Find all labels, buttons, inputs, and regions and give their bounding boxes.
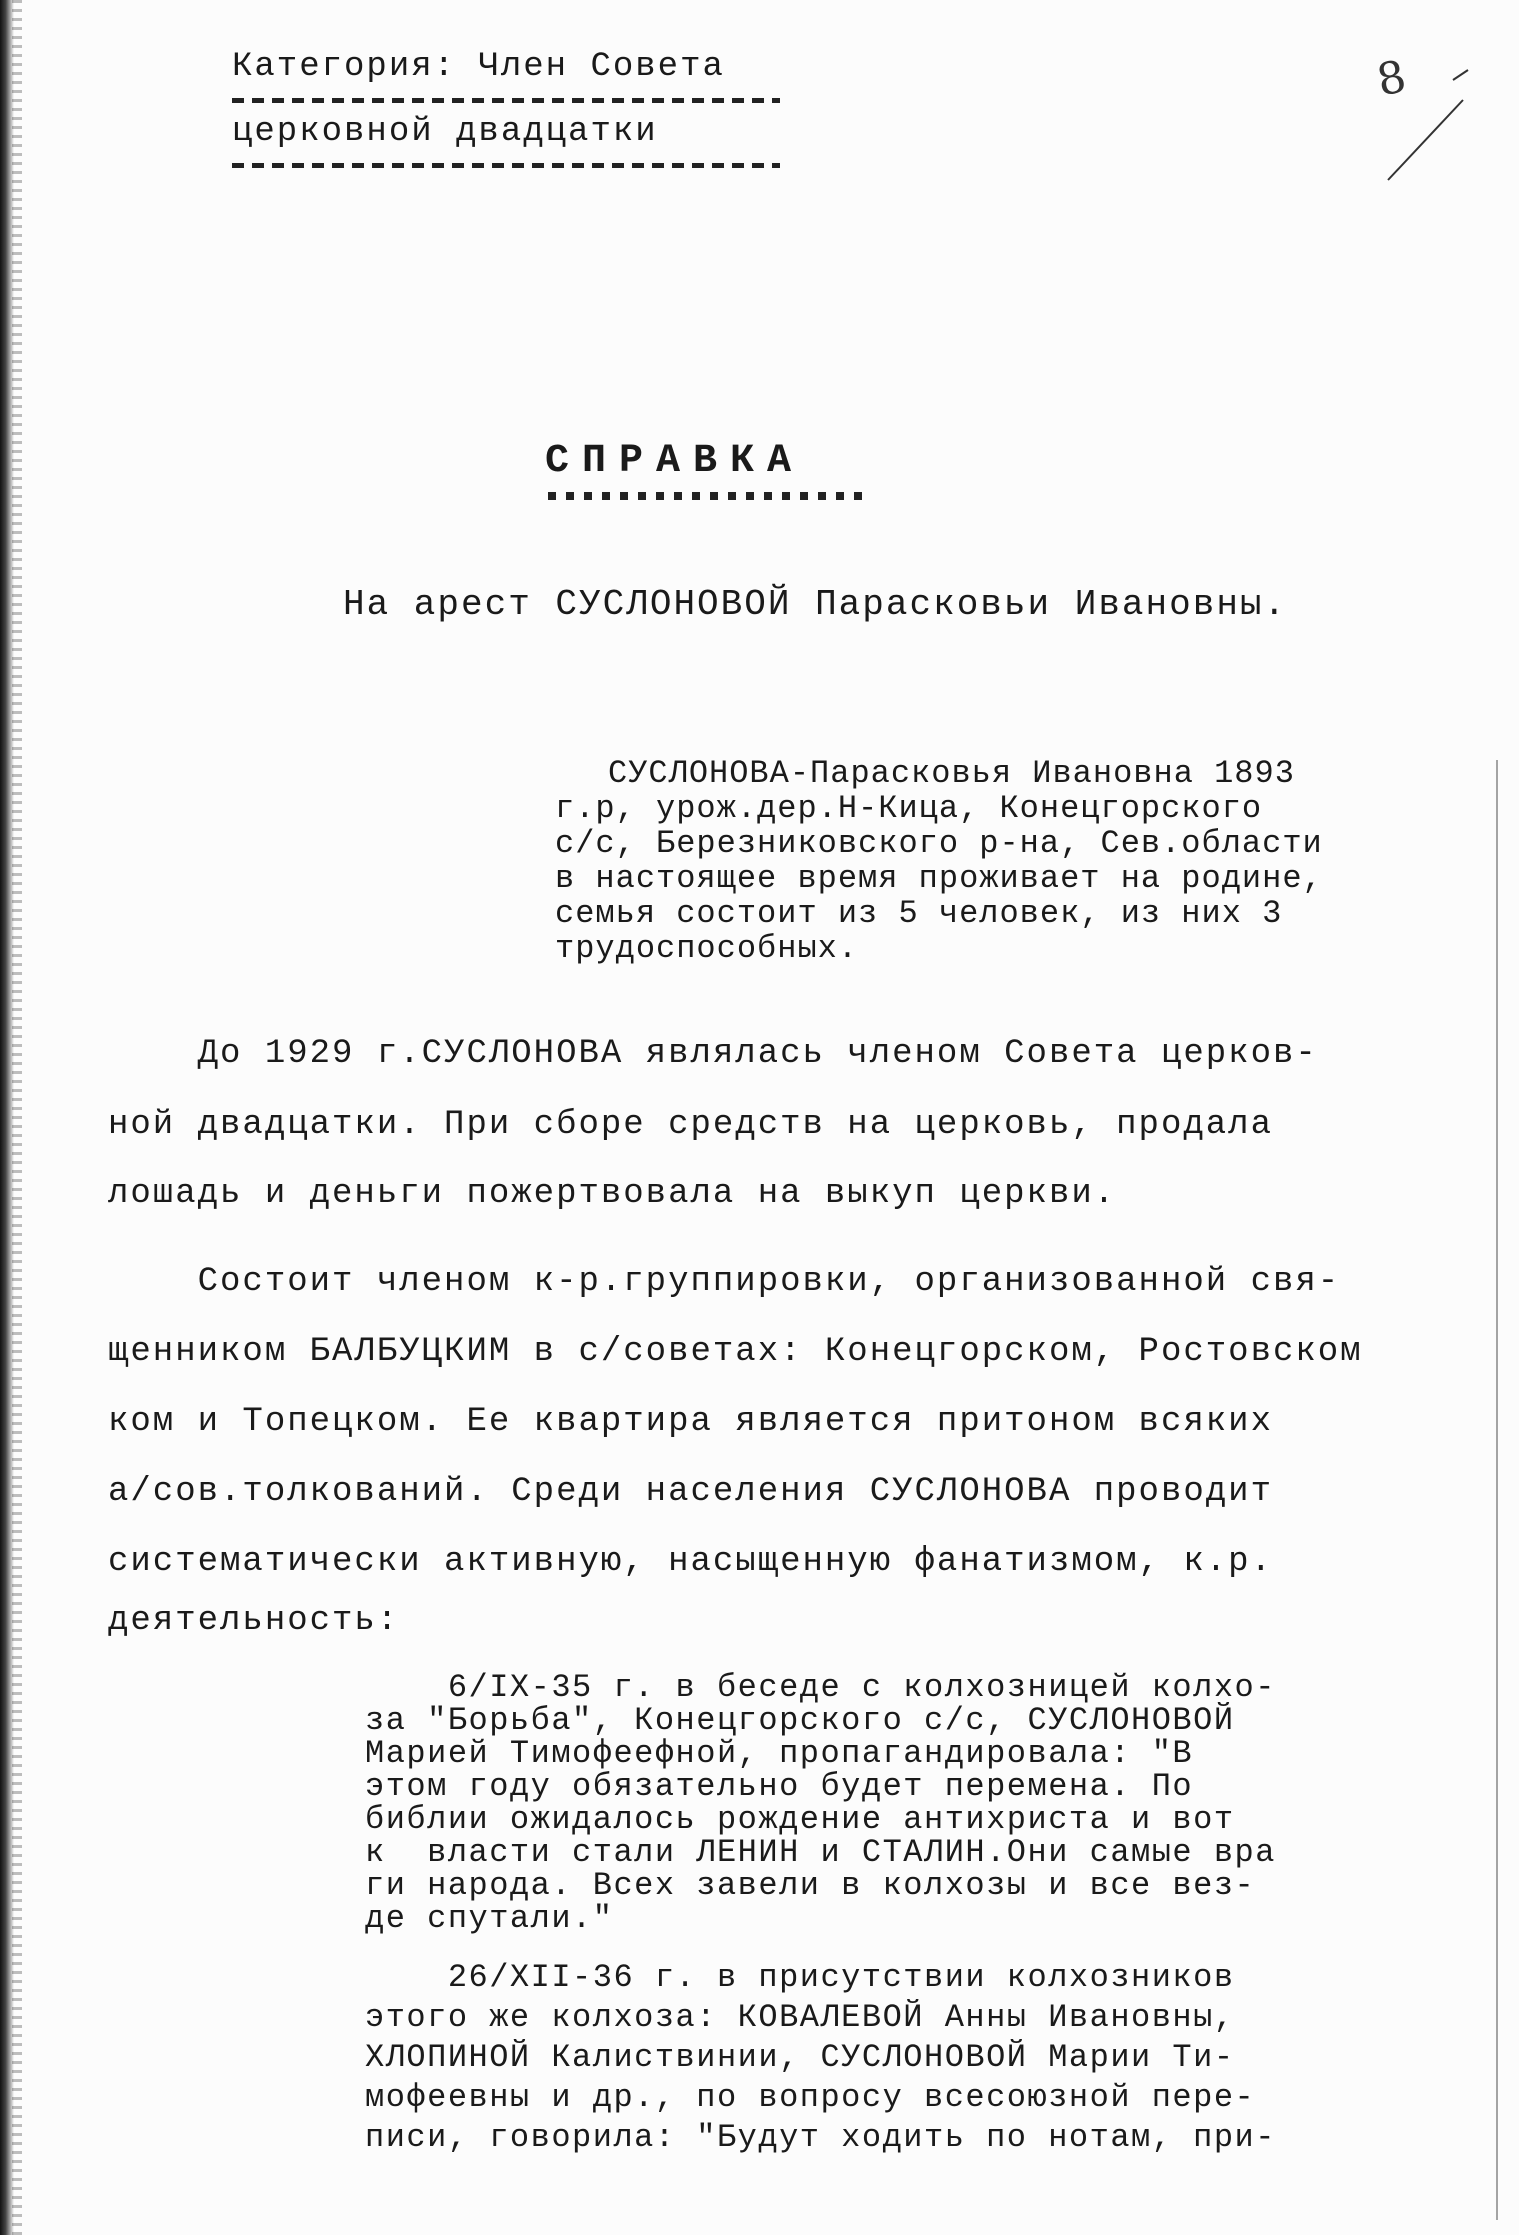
- paragraph-line: систематически активную, насыщенную фанатизмом, к.р.: [108, 1543, 1273, 1581]
- paragraph-line: ной двадцатки. При сборе средств на церковь, продала: [108, 1106, 1273, 1144]
- quote-line: де спутали.": [365, 1900, 614, 1937]
- quote-line: 6/IX-35 г. в беседе с колхозницей колхо-: [365, 1669, 1276, 1706]
- quote-line: этом году обязательно будет перемена. По: [365, 1768, 1194, 1805]
- paragraph-line: лошадь и деньги пожертвовала на выкуп церкви.: [108, 1175, 1117, 1213]
- intro-line: с/с, Березниковского р-на, Сев.области: [555, 825, 1323, 862]
- paragraph-line: а/сов.толкований. Среди населения СУСЛОНОВА проводит: [108, 1473, 1273, 1511]
- quote-line: к власти стали ЛЕНИН и СТАЛИН.Они самые вра: [365, 1834, 1276, 1871]
- handwritten-page-number: [1368, 40, 1478, 190]
- quote-line: библии ожидалось рождение антихриста и вот: [365, 1801, 1235, 1838]
- quote-line: этого же колхоза: КОВАЛЕВОЙ Анны Ивановны,: [365, 1999, 1235, 2036]
- paragraph-line: ком и Топецком. Ее квартира является притоном всяких: [108, 1403, 1273, 1441]
- quote-line: ги народа. Всех завели в колхозы и все вез-: [365, 1867, 1256, 1904]
- intro-line: семья состоит из 5 человек, из них 3: [555, 895, 1283, 932]
- quote-line: писи, говорила: "Будут ходить по нотам, при-: [365, 2119, 1276, 2156]
- title-underline: [548, 492, 864, 500]
- quote-line: 26/XII-36 г. в присутствии колхозников: [365, 1959, 1235, 1996]
- intro-line: в настоящее время проживает на родине,: [555, 860, 1323, 897]
- quote-line: мофеевны и др., по вопросу всесоюзной пере-: [365, 2079, 1256, 2116]
- paragraph-line: деятельность:: [108, 1602, 400, 1640]
- category-underline-1: [232, 98, 780, 103]
- category-line-1: Категория: Член Совета: [232, 48, 725, 86]
- quote-line: Марией Тимофеефной, пропагандировала: "В: [365, 1735, 1194, 1772]
- intro-line: СУСЛОНОВА-Парасковья Ивановна 1893: [608, 755, 1295, 792]
- document-subtitle: На арест СУСЛОНОВОЙ Парасковьи Ивановны.: [343, 584, 1288, 625]
- paragraph-line: щенником БАЛБУЦКИМ в с/советах: Конецгорском, Ростовском: [108, 1333, 1363, 1371]
- page-number-text: 8: [1372, 50, 1411, 107]
- intro-line: трудоспособных.: [555, 930, 859, 967]
- quote-line: за "Борьба", Конецгорского с/с, СУСЛОНОВОЙ: [365, 1702, 1235, 1739]
- category-underline-2: [232, 163, 780, 168]
- scan-right-fold-line: [1496, 760, 1498, 2220]
- paragraph-line: До 1929 г.СУСЛОНОВА являлась членом Совета церков-: [108, 1035, 1318, 1073]
- quote-line: ХЛОПИНОЙ Калиствинии, СУСЛОНОВОЙ Марии Ти-: [365, 2039, 1235, 2076]
- paragraph-line: Состоит членом к-р.группировки, организованной свя-: [108, 1263, 1341, 1301]
- intro-line: г.р, урож.дер.Н-Кица, Конецгорского: [555, 790, 1263, 827]
- category-line-2: церковной двадцатки: [232, 113, 658, 151]
- document-title: СПРАВКА: [545, 439, 805, 484]
- scan-edge-perforation: [12, 0, 22, 2235]
